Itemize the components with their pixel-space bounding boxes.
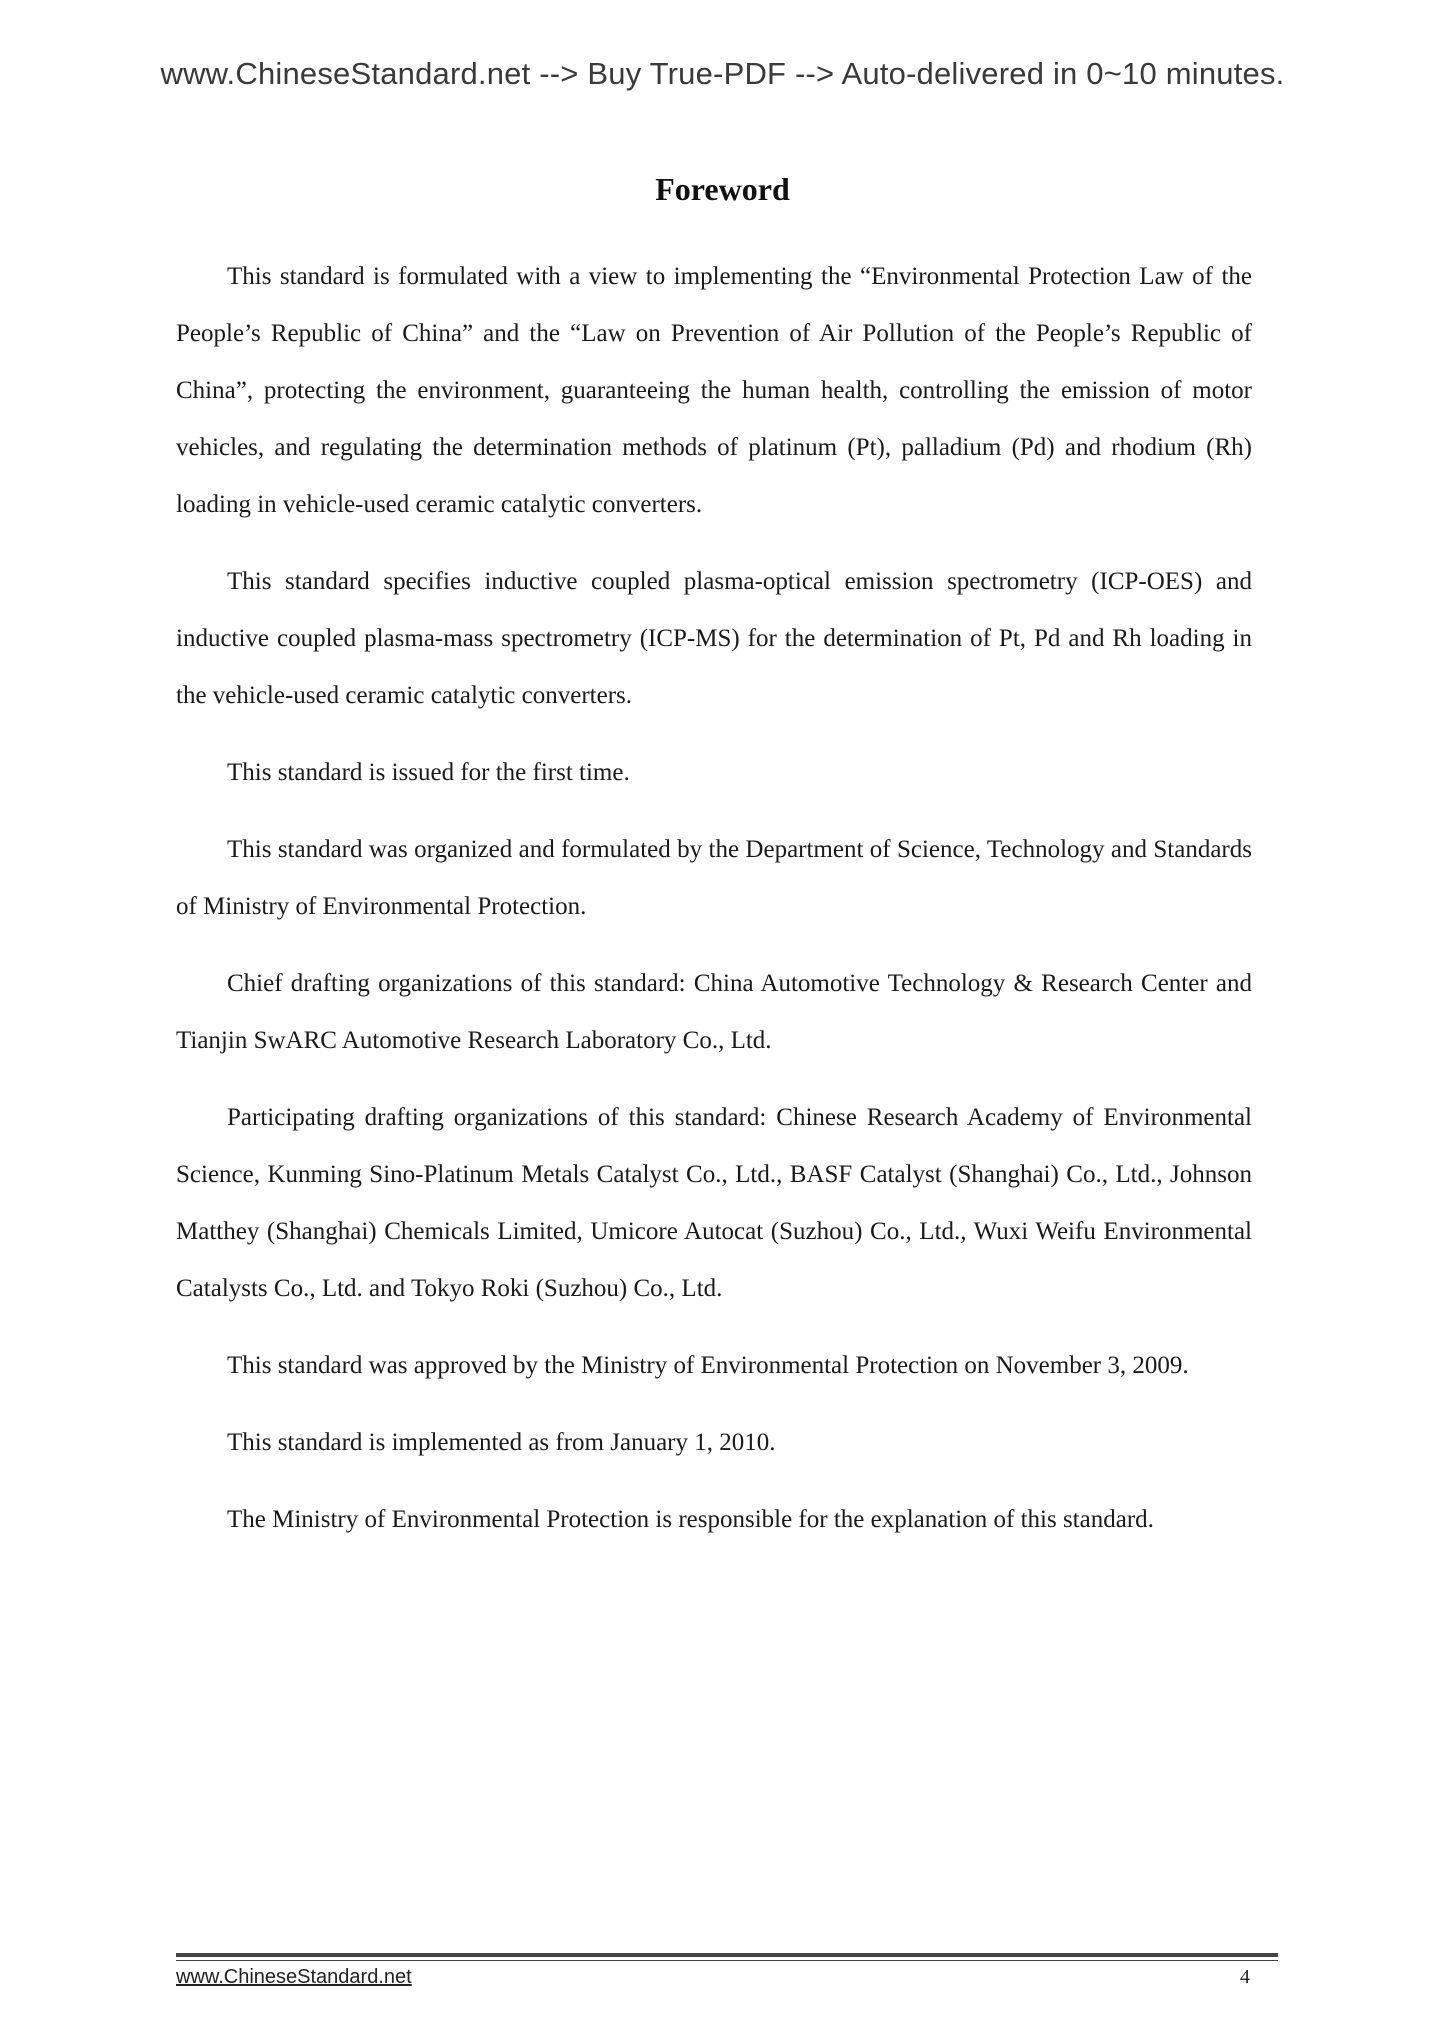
paragraph-purpose: This standard is formulated with a view to implementing the “Environmental Protection Law of the People’s Republic of China” and the “Law on Prevention of Air Pollution of the People’s Republic of China”, protecting the environment, guaranteeing the human health, controlling the emission of motor vehicles, and regulating the determination methods of platinum (Pt), palladium (Pd) and rhodium (Rh) loading in vehicle-used ceramic catalytic converters.	[176, 263, 1252, 518]
paragraph-participating-drafters: Participating drafting organizations of this standard: Chinese Research Academy of Environmental Science, Kunming Sino-Platinum Metals Catalyst Co., Ltd., BASF Catalyst (Shanghai) Co., Ltd., Johnson Matthey (Shanghai) Chemicals Limited, Umicore Autocat (Suzhou) Co., Ltd., Wuxi Weifu Environmental Catalysts Co., Ltd. and Tokyo Roki (Suzhou) Co., Ltd.	[176, 1104, 1252, 1302]
paragraph-first-issue: This standard is issued for the first time.	[227, 759, 630, 786]
foreword-body	[176, 248, 1252, 1568]
paragraph-approval: This standard was approved by the Ministry of Environmental Protection on November 3, 2009.	[227, 1352, 1189, 1379]
header-banner: www.ChineseStandard.net --> Buy True-PDF --> Auto-delivered in 0~10 minutes.	[160, 56, 1285, 91]
paragraph-chief-drafters: Chief drafting organizations of this standard: China Automotive Technology & Research Center and Tianjin SwARC Automotive Research Laboratory Co., Ltd.	[176, 970, 1252, 1054]
page-number: 4	[1240, 1966, 1250, 1988]
footer-website-link[interactable]: www.ChineseStandard.net	[176, 1966, 412, 1988]
paragraph-explanation: The Ministry of Environmental Protection is responsible for the explanation of this standard.	[227, 1506, 1154, 1533]
paragraph-organizer: This standard was organized and formulated by the Department of Science, Technology and Standards of Ministry of Environmental Protection.	[176, 836, 1252, 920]
page-title: Foreword	[655, 171, 790, 208]
page-footer	[176, 1966, 1252, 1989]
paragraph-scope: This standard specifies inductive coupled plasma-optical emission spectrometry (ICP-OES) and inductive coupled plasma-mass spectrometry (ICP-MS) for the determination of Pt, Pd and Rh loading in the vehicle-used ceramic catalytic converters.	[176, 568, 1252, 709]
paragraph-implementation: This standard is implemented as from January 1, 2010.	[227, 1429, 776, 1456]
footer-divider	[176, 1953, 1278, 1961]
